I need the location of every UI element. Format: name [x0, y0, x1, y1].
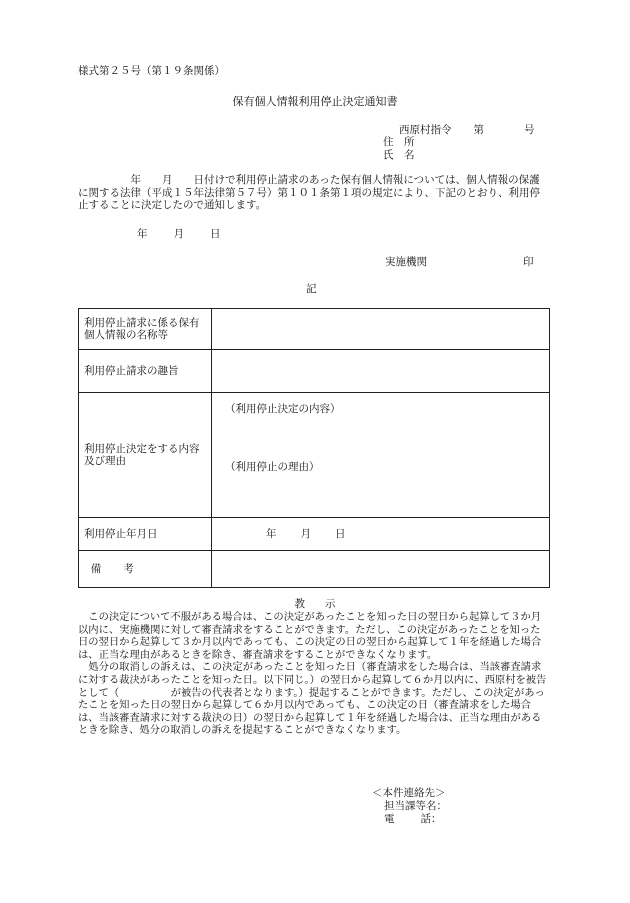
instruction-paragraph-lawsuit: 処分の取消しの訴えは、この決定があったことを知った日（審査請求をした場合は、当該審査請求に対する裁決があったことを知った日。以下同じ。）の翌日から起算して６か月以内に、西原村を被告として（ が被告の代表者となります。）提起することができます。ただし、この決定があったことを知った日の翌日から起算して６か月以内であっても、この決定の日（審査請求をした場合は、当該審査請求に対する裁決の日）の翌日から起算して１年を経過した場合は、正当な理由があるときを除き、処分の取消しの訴えを提起することができなくなります。	[78, 661, 547, 737]
row-value-info-name	[212, 309, 550, 350]
row-value-request-purpose	[212, 350, 550, 393]
issuer-go: 号	[524, 124, 535, 136]
issuer-dai: 第	[473, 124, 484, 136]
table-row	[79, 518, 550, 551]
row-value-stop-date	[212, 518, 550, 551]
phone-char-1: 電	[384, 813, 395, 825]
decision-content-label: （利用停止決定の内容）	[225, 403, 341, 415]
remarks-char-2: 考	[123, 563, 134, 575]
date-month: 月	[173, 228, 184, 240]
issuer-name: 西原村指令	[399, 124, 452, 136]
row-label-stop-date: 利用停止年月日	[79, 518, 212, 551]
stop-date-day: 日	[335, 528, 346, 540]
row-label-info-name: 利用停止請求に係る保有個人情報の名称等	[79, 309, 212, 350]
instruction-heading	[0, 598, 630, 610]
issuer-reference	[399, 124, 535, 136]
table-row	[79, 350, 550, 393]
table-row	[79, 551, 550, 588]
contact-dept-label: 担当課等名：	[384, 800, 447, 812]
contact-heading: ＜本件連絡先＞	[372, 787, 446, 799]
row-value-decision-content	[212, 393, 550, 518]
address-label: 住 所	[383, 136, 415, 148]
row-label-decision-content: 利用停止決定をする内容及び理由	[79, 393, 212, 518]
remarks-char-1: 備	[90, 563, 102, 575]
decision-table	[78, 308, 550, 588]
instruction-heading-char-2: 示	[325, 598, 336, 610]
ki-heading: 記	[306, 283, 317, 295]
table-row	[79, 393, 550, 518]
notice-date	[137, 228, 221, 240]
seal-mark: 印	[523, 256, 534, 268]
row-value-remarks	[212, 551, 550, 588]
instruction-paragraph-appeal: この決定について不服がある場合は、この決定があったことを知った日の翌日から起算して３か月以内に、実施機関に対して審査請求をすることができます。ただし、この決定があったことを知った日の翌日から起算して３か月以内であっても、この決定の日の翌日から起算して１年を経過した場合は、正当な理由があるときを除き、審査請求をすることができなくなります。	[78, 611, 542, 661]
instruction-heading-char-1: 教	[294, 598, 305, 610]
row-label-request-purpose: 利用停止請求の趣旨	[79, 350, 212, 393]
document-title: 保有個人情報利用停止決定通知書	[232, 95, 398, 108]
notice-body: 年 月 日付けで利用停止請求のあった保有個人情報については、個人情報の保護に関する法律（平成１５年法律第５７号）第１０１条第１項の規定により、下記のとおり、利用停止することに決定したので通知します。	[78, 174, 540, 211]
phone-char-2: 話：	[420, 813, 442, 825]
decision-reason-label: （利用停止の理由）	[225, 461, 320, 473]
table-row	[79, 309, 550, 350]
form-number: 様式第２５号（第１９条関係）	[78, 65, 225, 77]
instruction-body	[78, 611, 550, 737]
date-day: 日	[210, 228, 221, 240]
stop-date-year: 年	[266, 528, 277, 540]
row-label-remarks	[79, 551, 212, 588]
contact-phone-label	[384, 813, 442, 825]
stop-date-month: 月	[300, 528, 311, 540]
agency-label: 実施機関	[385, 256, 427, 268]
name-label: 氏 名	[383, 149, 415, 161]
date-year: 年	[137, 228, 148, 240]
